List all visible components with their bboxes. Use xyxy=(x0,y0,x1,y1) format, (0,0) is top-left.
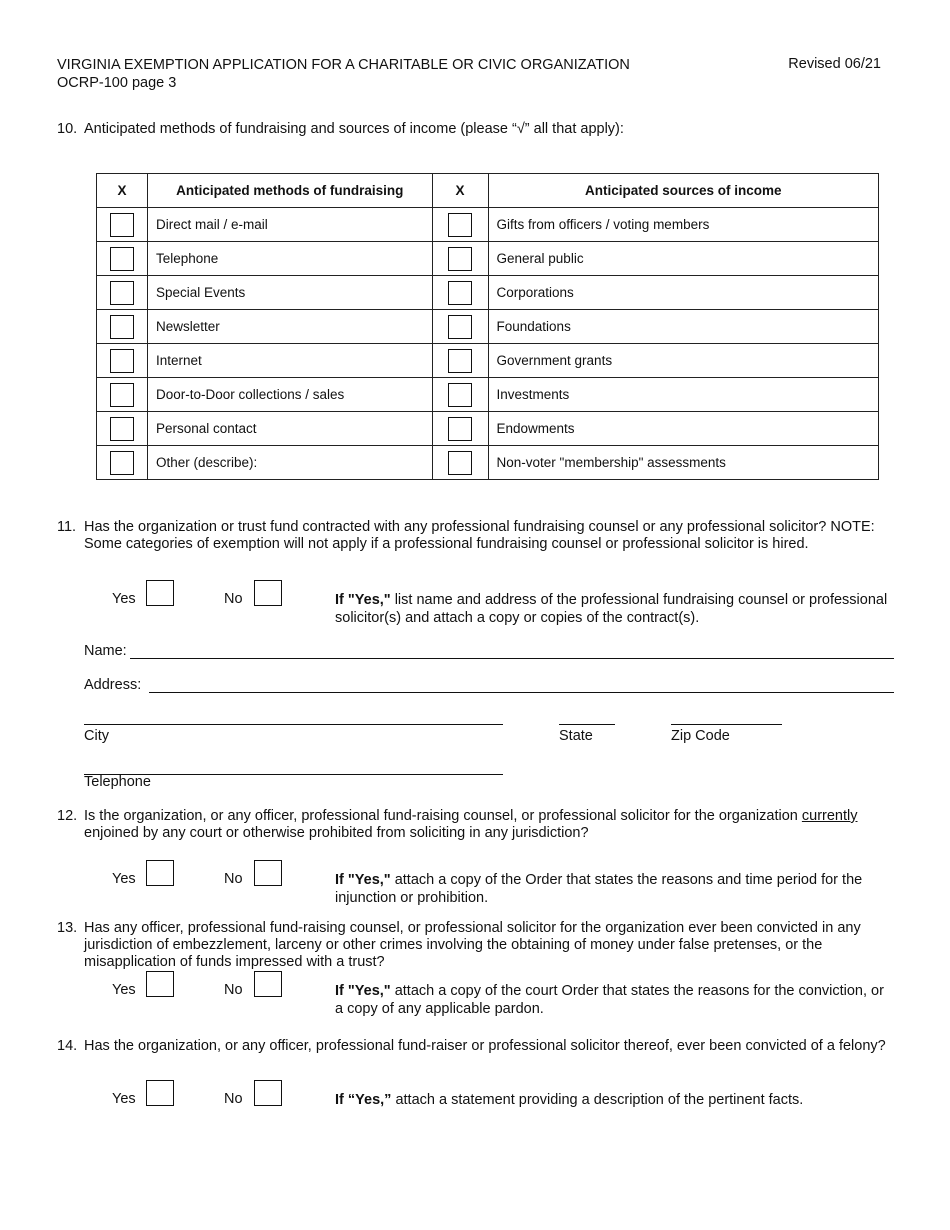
source-check-cell xyxy=(432,446,488,480)
table-row xyxy=(97,344,879,378)
q12-instruction-bold: If "Yes," xyxy=(335,872,391,888)
fundraising-table xyxy=(96,173,879,480)
q12-text-part2: enjoined by any court or otherwise prohibited from soliciting in any jurisdiction? xyxy=(84,825,589,841)
source-label: Government grants xyxy=(488,344,878,378)
methods-check-header: X xyxy=(97,174,148,208)
revision-date: Revised 06/21 xyxy=(788,56,881,72)
q12-no-label: No xyxy=(224,871,243,887)
q11-no-label: No xyxy=(224,591,243,607)
methods-header: Anticipated methods of fundraising xyxy=(147,174,432,208)
source-checkbox[interactable] xyxy=(448,417,472,441)
method-checkbox[interactable] xyxy=(110,349,134,373)
source-check-cell xyxy=(432,378,488,412)
method-checkbox[interactable] xyxy=(110,417,134,441)
method-label: Special Events xyxy=(147,276,432,310)
name-label: Name: xyxy=(84,643,127,659)
method-check-cell xyxy=(97,344,148,378)
table-row xyxy=(97,446,879,480)
state-input-line[interactable] xyxy=(559,706,615,725)
q14-yes-label: Yes xyxy=(112,1091,136,1107)
method-check-cell xyxy=(97,378,148,412)
table-row xyxy=(97,208,879,242)
q13-instruction-bold: If "Yes," xyxy=(335,983,391,999)
method-checkbox[interactable] xyxy=(110,247,134,271)
q13-no-label: No xyxy=(224,982,243,998)
source-label: Endowments xyxy=(488,412,878,446)
source-label: Investments xyxy=(488,378,878,412)
zip-input-line[interactable] xyxy=(671,706,782,725)
q13-instruction-text: attach a copy of the court Order that states the reasons for the conviction, or a copy of any applicable pardon. xyxy=(335,983,884,1017)
source-checkbox[interactable] xyxy=(448,247,472,271)
source-check-cell xyxy=(432,242,488,276)
table-row xyxy=(97,412,879,446)
q12-number: 12. xyxy=(57,808,78,824)
q12-yes-checkbox[interactable] xyxy=(146,860,174,886)
source-checkbox[interactable] xyxy=(448,213,472,237)
q12-instruction xyxy=(335,871,895,907)
method-label: Direct mail / e-mail xyxy=(147,208,432,242)
q11-text: Has the organization or trust fund contracted with any professional fundraising counsel or any professional solicitor? NOTE: Some categories of exemption will not apply if a professional fundraising counsel or professional solicitor is hired. xyxy=(84,519,875,552)
q13-text: Has any officer, professional fund-raising counsel, or professional solicitor for the organization ever been convicted in any jurisdiction of embezzlement, larceny or other crimes involving the obtaining of money under false pretenses, or the misapplication of funds impressed with a trust? xyxy=(84,920,861,970)
method-label: Door-to-Door collections / sales xyxy=(147,378,432,412)
method-checkbox[interactable] xyxy=(110,213,134,237)
q11-instruction xyxy=(335,591,895,627)
source-label: General public xyxy=(488,242,878,276)
table-row xyxy=(97,276,879,310)
method-label: Personal contact xyxy=(147,412,432,446)
state-label: State xyxy=(559,728,593,744)
source-checkbox[interactable] xyxy=(448,281,472,305)
method-check-cell xyxy=(97,242,148,276)
q12-yes-label: Yes xyxy=(112,871,136,887)
q10-number: 10. xyxy=(57,121,78,137)
q12-text-part1: Is the organization, or any officer, professional fund-raising counsel, or professional solicitor for the organization xyxy=(84,808,798,824)
city-input-line[interactable] xyxy=(84,706,503,725)
q13-no-checkbox[interactable] xyxy=(254,971,282,997)
method-check-cell xyxy=(97,412,148,446)
telephone-label: Telephone xyxy=(84,774,151,790)
method-label: Telephone xyxy=(147,242,432,276)
q11-instruction-text: list name and address of the professional fundraising counsel or professional solicitor(s) and attach a copy or copies of the contract(s). xyxy=(335,592,888,626)
q14-instruction-text: attach a statement providing a description of the pertinent facts. xyxy=(391,1092,804,1108)
table-row xyxy=(97,242,879,276)
telephone-input-line[interactable] xyxy=(84,757,503,775)
method-check-cell xyxy=(97,208,148,242)
source-label: Non-voter "membership" assessments xyxy=(488,446,878,480)
q12-text-underlined: currently xyxy=(801,808,858,824)
source-checkbox[interactable] xyxy=(448,349,472,373)
address-input-line[interactable] xyxy=(149,676,894,693)
q14-no-checkbox[interactable] xyxy=(254,1080,282,1106)
sources-check-header: X xyxy=(432,174,488,208)
table-row xyxy=(97,378,879,412)
table-row xyxy=(97,310,879,344)
q14-number: 14. xyxy=(57,1038,78,1054)
source-check-cell xyxy=(432,310,488,344)
method-label: Other (describe): xyxy=(147,446,432,480)
q11-instruction-bold: If "Yes," xyxy=(335,592,391,608)
q10-text: Anticipated methods of fundraising and sources of income (please “√” all that apply): xyxy=(84,121,624,137)
q12-instruction-text: attach a copy of the Order that states the reasons and time period for the injunction or prohibition. xyxy=(335,872,863,906)
q12-no-checkbox[interactable] xyxy=(254,860,282,886)
q14-instruction-bold: If “Yes,” xyxy=(335,1092,392,1108)
q13-instruction xyxy=(335,982,895,1018)
form-header xyxy=(57,56,630,92)
q11-no-checkbox[interactable] xyxy=(254,580,282,606)
table-header-row xyxy=(97,174,879,208)
method-check-cell xyxy=(97,310,148,344)
address-label: Address: xyxy=(84,677,142,693)
method-checkbox[interactable] xyxy=(110,281,134,305)
q13-number: 13. xyxy=(57,920,78,936)
source-label: Foundations xyxy=(488,310,878,344)
source-check-cell xyxy=(432,276,488,310)
q12-text xyxy=(84,808,894,842)
q11-yes-label: Yes xyxy=(112,591,136,607)
source-check-cell xyxy=(432,344,488,378)
source-check-cell xyxy=(432,412,488,446)
source-checkbox[interactable] xyxy=(448,451,472,475)
q11-yes-checkbox[interactable] xyxy=(146,580,174,606)
source-checkbox[interactable] xyxy=(448,315,472,339)
q14-yes-checkbox[interactable] xyxy=(146,1080,174,1106)
source-check-cell xyxy=(432,208,488,242)
q11-number: 11. xyxy=(57,519,77,535)
q14-instruction xyxy=(335,1091,895,1109)
method-label: Newsletter xyxy=(147,310,432,344)
q14-text: Has the organization, or any officer, professional fund-raiser or professional solicitor thereof, ever been convicted of a felony? xyxy=(84,1038,886,1054)
q13-yes-checkbox[interactable] xyxy=(146,971,174,997)
method-label: Internet xyxy=(147,344,432,378)
method-checkbox[interactable] xyxy=(110,315,134,339)
name-input-line[interactable] xyxy=(130,642,894,659)
source-label: Corporations xyxy=(488,276,878,310)
method-check-cell xyxy=(97,446,148,480)
method-check-cell xyxy=(97,276,148,310)
form-page-label: OCRP-100 page 3 xyxy=(57,75,177,91)
method-checkbox[interactable] xyxy=(110,451,134,475)
q14-no-label: No xyxy=(224,1091,243,1107)
q13-yes-label: Yes xyxy=(112,982,136,998)
method-checkbox[interactable] xyxy=(110,383,134,407)
sources-header: Anticipated sources of income xyxy=(488,174,878,208)
source-label: Gifts from officers / voting members xyxy=(488,208,878,242)
source-checkbox[interactable] xyxy=(448,383,472,407)
form-title: VIRGINIA EXEMPTION APPLICATION FOR A CHARITABLE OR CIVIC ORGANIZATION xyxy=(57,57,630,73)
zip-label: Zip Code xyxy=(671,728,730,744)
city-label: City xyxy=(84,728,109,744)
